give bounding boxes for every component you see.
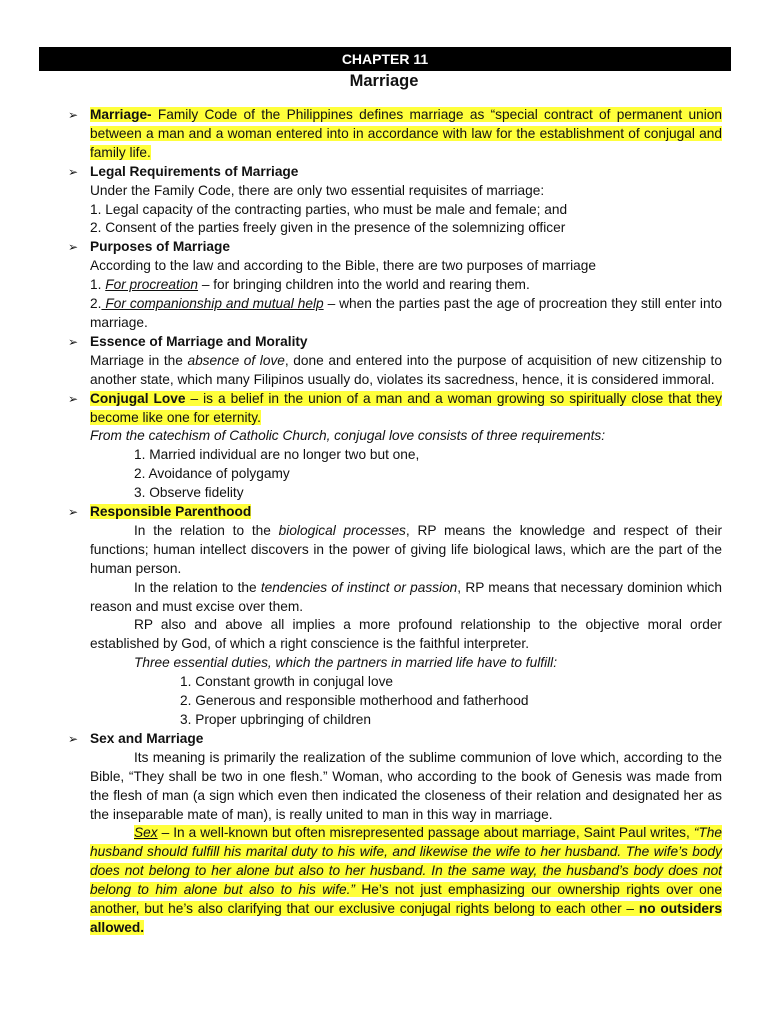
saint-paul-quote: “The husband should fulfill his marital duty to his wife, and likewise the wife to her husband. The wife’s body does not belong to her alone but also to her husband. In the same way, the husband’s body does not belong to him alone but also to his wife.” (90, 825, 722, 898)
arrow-bullet-icon: ➢ (68, 505, 79, 520)
parenthood-heading: Responsible Parenthood (90, 504, 252, 520)
purposes-heading: Purposes of Marriage (90, 239, 230, 255)
purpose-item (68, 276, 722, 295)
essence-heading: Essence of Marriage and Morality (90, 333, 308, 349)
legal-item: 2. Consent of the parties freely given in the presence of the solemnizing officer (90, 220, 566, 236)
legal-item: 1. Legal capacity of the contracting parties, who must be male and female; and (90, 201, 568, 217)
duty-item: 2. Generous and responsible motherhood and fatherhood (180, 693, 529, 709)
conjugal-item: 2. Avoidance of polygamy (134, 466, 290, 482)
essence-text-b: , done and entered into the purpose of acquisition of new citizenship to another state, which many Filipinos usually do, violates its sacredness, hence, it is considered immoral. (90, 352, 722, 387)
conjugal-heading: Conjugal Love (90, 390, 186, 406)
parenthood-paragraph (68, 522, 722, 579)
section-sex-and-marriage (68, 730, 722, 749)
parenthood-text: RP also and above all implies a more profound relationship to the objective moral order established by God, of which a right conscience is the faithful interpreter. (90, 617, 722, 652)
arrow-bullet-icon: ➢ (68, 108, 79, 122)
page-title: Marriage (349, 72, 419, 90)
sex-text: Its meaning is primarily the realization of the sublime communion of love which, according to the Bible, “They shall be two in one flesh.” Woman, who according to the book of Genesis was made from the flesh of man (a sign which even then indicated the closeness of their relation and designated her as the inseparable mate of man), is really united to man in this way in marriage. (90, 749, 722, 822)
parenthood-text-b: , RP means the knowledge and respect of their functions; human intellect discovers in the power of giving life biological laws, which are the part of the human person. (90, 522, 723, 576)
purpose-term: For procreation (105, 277, 199, 293)
sex-term: Sex (134, 825, 158, 841)
parenthood-emphasis: tendencies of instinct or passion (260, 579, 458, 595)
arrow-bullet-icon: ➢ (68, 731, 79, 746)
section-marriage (68, 106, 722, 163)
sex-paragraph-highlighted (68, 824, 722, 937)
sex-heading: Sex and Marriage (90, 730, 204, 746)
document-body (68, 106, 722, 938)
duty-item: 3. Proper upbringing of children (180, 712, 371, 727)
parenthood-text-b: , RP means that necessary dominion which reason and must excise over them. (90, 579, 722, 614)
marriage-heading: Marriage- (90, 107, 152, 122)
purposes-intro: According to the law and according to the Bible, there are two purposes of marriage (90, 258, 596, 274)
sex-text-a: – In a well-known but often misrepresented passage about marriage, Saint Paul writes, (157, 825, 694, 841)
arrow-bullet-icon: ➢ (68, 334, 79, 349)
sex-text-bold: no outsiders allowed. (90, 901, 722, 935)
section-responsible-parenthood (68, 503, 722, 522)
conjugal-item: 3. Observe fidelity (134, 485, 244, 501)
essence-text (68, 352, 722, 390)
sex-text-b: He’s not just emphasizing our ownership rights over one another, but he’s also clarifying that our exclusive conjugal rights belong to each other – (90, 882, 722, 917)
purpose-item (68, 295, 722, 333)
arrow-bullet-icon: ➢ (68, 164, 79, 179)
purpose-text: – for bringing children into the world and rearing them. (198, 277, 530, 293)
parenthood-duties-intro (68, 654, 722, 673)
parenthood-paragraph (68, 616, 722, 654)
legal-intro: Under the Family Code, there are only two essential requisites of marriage: (90, 182, 545, 198)
duty-item: 1. Constant growth in conjugal love (180, 674, 394, 690)
arrow-bullet-icon: ➢ (68, 391, 79, 406)
purpose-term: For companionship and mutual help (101, 296, 324, 312)
conjugal-catechism: From the catechism of Catholic Church, conjugal love consists of three requirements: (90, 428, 606, 444)
chapter-label: CHAPTER 11 (39, 47, 731, 71)
conjugal-item: 1. Married individual are no longer two but one, (134, 447, 420, 463)
section-purposes (68, 238, 722, 257)
marriage-definition: Family Code of the Philippines defines marriage as “special contract of permanent union between a man and a woman entered into in accordance with law for the establishment of conjugal and family life. (90, 107, 722, 160)
duties-text: Three essential duties, which the partners in married life have to fulfill: (134, 655, 557, 671)
parenthood-paragraph (68, 579, 722, 617)
parenthood-text-a: In the relation to the (134, 522, 279, 538)
section-legal-requirements (68, 163, 722, 182)
parenthood-text-a: In the relation to the (134, 579, 261, 595)
arrow-bullet-icon: ➢ (68, 240, 79, 255)
purpose-text: – when the parties past the age of procreation they still enter into marriage. (90, 296, 723, 330)
parenthood-emphasis: biological processes (278, 522, 406, 538)
sex-paragraph (68, 749, 722, 825)
essence-emphasis: absence of love (187, 352, 285, 368)
legal-heading: Legal Requirements of Marriage (90, 163, 299, 179)
purpose-number: 2. (90, 296, 102, 312)
essence-text-a: Marriage in the (90, 352, 188, 368)
purpose-number: 1. (90, 277, 106, 293)
section-conjugal-love (68, 390, 722, 428)
conjugal-text: – is a belief in the union of a man and a woman growing so spiritually close that they become like one for eternity. (90, 390, 723, 425)
section-essence (68, 333, 722, 352)
